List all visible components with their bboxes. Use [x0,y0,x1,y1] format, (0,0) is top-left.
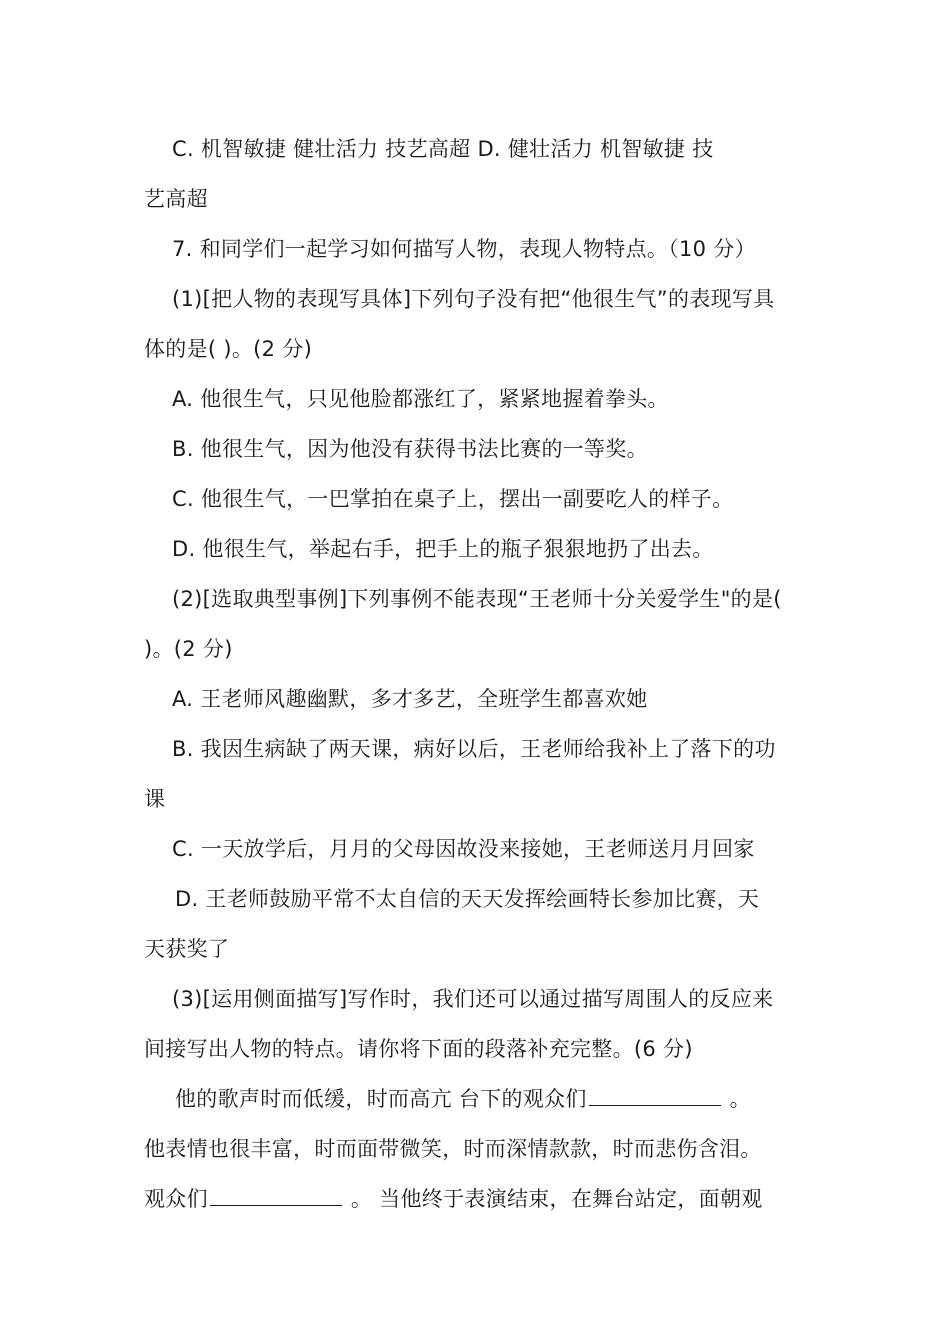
answer-blank-1[interactable] [589,1085,721,1106]
passage-line-3-start: 观众们 [144,1187,208,1211]
passage-line-1-text: 他的歌声时而低缓，时而高亢 台下的观众们 [175,1087,587,1111]
question-7-2-option-c: C. 一天放学后，月月的父母因故没来接她，王老师送月月回家 [172,837,755,861]
question-7-2-prompt: (2)[选取典型事例]下列事例不能表现“王老师十分关爱学生"的是( [172,587,782,611]
question-7-2-option-d: D. 王老师鼓励平常不太自信的天天发挥绘画特长参加比赛，天 [175,887,760,911]
question-7-1-prompt: (1)[把人物的表现写具体]下列句子没有把“他很生气”的表现写具 [172,287,775,311]
passage-line-3 [144,1184,763,1214]
passage-line-3-text: 。 当他终于表演结束，在舞台站定，面朝观 [343,1187,763,1211]
question-7-3-prompt: (3)[运用侧面描写]写作时，我们还可以通过描写周围人的反应来 [172,987,774,1011]
passage-line-1-end: 。 [722,1087,751,1111]
question-7-2-prompt-continuation: )。(2 分) [144,637,233,661]
question-7-2-option-b-continuation: 课 [144,787,166,811]
question-7-1-prompt-continuation: 体的是( )。(2 分) [144,337,313,361]
question-7-1-option-d: D. 他很生气，举起右手，把手上的瓶子狠狠地扔了出去。 [172,537,714,561]
question-7-2-option-b: B. 我因生病缺了两天课，病好以后，王老师给我补上了落下的功 [172,737,776,761]
question-7-3-prompt-continuation: 间接写出人物的特点。请你将下面的段落补充完整。(6 分) [144,1037,693,1061]
question-7-stem: 7. 和同学们一起学习如何描写人物，表现人物特点。（10 分） [172,237,756,261]
question-7-2-option-d-continuation: 天获奖了 [144,937,230,961]
options-d-continuation: 艺高超 [144,187,208,211]
answer-blank-2[interactable] [210,1185,342,1206]
question-7-1-option-a: A. 他很生气，只见他脸都涨红了，紧紧地握着拳头。 [172,387,669,411]
question-7-1-option-b: B. 他很生气，因为他没有获得书法比赛的一等奖。 [172,437,648,461]
question-7-1-option-c: C. 他很生气，一巴掌拍在桌子上，摆出一副要吃人的样子。 [172,487,734,511]
passage-line-2: 他表情也很丰富，时而面带微笑，时而深情款款，时而悲伤含泪。 [144,1137,762,1161]
question-7-2-option-a: A. 王老师风趣幽默，多才多艺，全班学生都喜欢她 [172,687,648,711]
passage-line-1 [175,1084,751,1114]
options-c-d-line: C. 机智敏捷 健壮活力 技艺高超 D. 健壮活力 机智敏捷 技 [172,137,714,161]
